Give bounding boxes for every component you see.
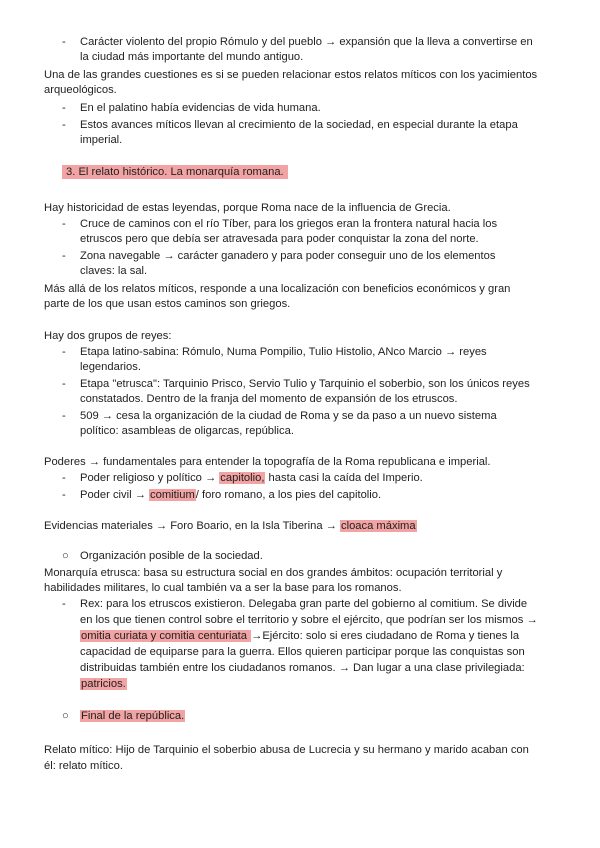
- text-span: Rex: para los etruscos existieron. Delegaba gran parte del gobierno al comitium. Se divide: [80, 598, 528, 610]
- text-line: [44, 759, 123, 774]
- text-line: [80, 677, 127, 692]
- bullet-marker: [62, 35, 66, 50]
- bullet-marker: [62, 101, 66, 116]
- highlighted-text: patricios.: [81, 678, 126, 690]
- text-line: [80, 409, 497, 424]
- text-span: constatados. Dentro de la franja del momento de expansión de los etruscos.: [80, 393, 458, 405]
- bullet-marker: [62, 345, 66, 360]
- text-span: Estos avances míticos llevan al crecimiento de la sociedad, en especial durante la etapa: [80, 119, 518, 131]
- text-span: -: [62, 250, 66, 262]
- text-span: Monarquía etrusca: basa su estructura social en dos grandes ámbitos: ocupación territorial y: [44, 567, 503, 579]
- text-line: [44, 455, 491, 470]
- text-span: Una de las grandes cuestiones es si se pueden relacionar estos relatos míticos con los yacimientos: [44, 69, 538, 81]
- text-line: [44, 68, 537, 83]
- text-line: [62, 165, 288, 180]
- text-line: [44, 282, 510, 297]
- text-span: Etapa "etrusca": Tarquinio Prisco, Servio Tulio y Tarquinio el soberbio, son los únicos reyes: [80, 378, 530, 390]
- text-line: [80, 232, 479, 247]
- text-span: Organización posible de la sociedad.: [80, 550, 263, 562]
- text-span: / foro romano, a los pies del capitolio.: [195, 489, 382, 501]
- text-line: [80, 360, 141, 375]
- text-line: [80, 377, 530, 392]
- text-span: legendarios.: [80, 361, 141, 373]
- text-span: Cruce de caminos con el río Tíber, para los griegos eran la frontera natural hacia los: [80, 218, 498, 230]
- bullet-marker: [62, 217, 66, 232]
- text-line: [80, 629, 519, 644]
- text-span: hasta casi la caída del Imperio.: [265, 472, 423, 484]
- text-span: -: [62, 102, 66, 114]
- text-span: -: [62, 489, 66, 501]
- text-line: [80, 709, 185, 724]
- text-line: [80, 133, 122, 148]
- text-span: -: [62, 218, 66, 230]
- highlighted-text: Final de la república.: [81, 710, 185, 722]
- text-span: -: [62, 378, 66, 390]
- bullet-marker: [62, 377, 66, 392]
- text-line: [44, 519, 417, 534]
- text-line: [44, 83, 117, 98]
- highlighted-text: cloaca máxima: [340, 520, 416, 532]
- text-span: él: relato mítico.: [44, 760, 123, 772]
- text-span: parte de los que usan estos caminos son griegos.: [44, 298, 291, 310]
- text-span: En el palatino había evidencias de vida humana.: [80, 102, 321, 114]
- text-span: Hay dos grupos de reyes:: [44, 330, 172, 342]
- text-line: [80, 424, 294, 439]
- text-span: etruscos pero que debía ser atravesada para poder conquistar la zona del norte.: [80, 233, 479, 245]
- text-span: en los que tienen control sobre el territorio y sobre el ejército, que podrían ser los mismos →: [80, 614, 538, 626]
- text-line: [80, 597, 527, 612]
- text-span: -: [62, 598, 66, 610]
- text-span: Poderes → fundamentales para entender la topografía de la Roma republicana e imperial.: [44, 456, 491, 468]
- text-span: -: [62, 346, 66, 358]
- text-line: [80, 50, 303, 65]
- text-line: [80, 249, 495, 264]
- text-span: claves: la sal.: [80, 265, 148, 277]
- text-span: -: [62, 410, 66, 422]
- bullet-marker: [62, 409, 66, 424]
- highlighted-text: comitium: [150, 489, 195, 501]
- text-span: Carácter violento del propio Rómulo y del pueblo → expansión que la lleva a convertirse en: [80, 36, 533, 48]
- text-span: arqueológicos.: [44, 84, 117, 96]
- text-span: Evidencias materiales → Foro Boario, en la Isla Tiberina →: [44, 520, 340, 532]
- text-line: [44, 329, 171, 344]
- text-span: 509 → cesa la organización de la ciudad de Roma y se da paso a un nuevo sistema: [80, 410, 497, 422]
- text-span: Hay historicidad de estas leyendas, porque Roma nace de la influencia de Grecia.: [44, 202, 451, 214]
- text-line: [44, 201, 451, 216]
- text-line: [44, 566, 502, 581]
- text-line: [80, 345, 487, 360]
- text-line: [80, 264, 147, 279]
- text-line: [80, 549, 263, 564]
- text-span: la ciudad más importante del mundo antiguo.: [80, 51, 304, 63]
- text-span: Etapa latino-sabina: Rómulo, Numa Pompilio, Tulio Histolio, ANco Marcio → reyes: [80, 346, 487, 358]
- bullet-marker: [62, 471, 66, 486]
- text-span: -: [62, 472, 66, 484]
- text-line: [80, 613, 538, 628]
- highlighted-text: 3. El relato histórico. La monarquía romana.: [62, 165, 288, 179]
- text-span: ○: [62, 710, 69, 722]
- text-span: distribuidas también entre los ciudadanos romanos. → Dan lugar a una clase privilegiada:: [80, 662, 525, 674]
- bullet-marker: [62, 249, 66, 264]
- text-span: habilidades militares, lo cual también va a ser la base para los romanos.: [44, 582, 402, 594]
- text-line: [44, 581, 402, 596]
- text-line: [80, 35, 533, 50]
- text-span: Zona navegable → carácter ganadero y para poder conseguir uno de los elementos: [80, 250, 496, 262]
- bullet-marker: [62, 488, 66, 503]
- text-span: Poder religioso y político →: [80, 472, 220, 484]
- bullet-marker: [62, 118, 66, 133]
- bullet-marker: [62, 549, 69, 564]
- text-line: [80, 101, 321, 116]
- text-line: [80, 392, 458, 407]
- text-line: [80, 217, 497, 232]
- text-line: [80, 471, 423, 486]
- text-span: político: asambleas de oligarcas, república.: [80, 425, 294, 437]
- text-span: -: [62, 119, 66, 131]
- text-span: Poder civil →: [80, 489, 150, 501]
- bullet-marker: [62, 597, 66, 612]
- highlighted-text: capitolio,: [220, 472, 265, 484]
- text-span: Relato mítico: Hijo de Tarquinio el soberbio abusa de Lucrecia y su hermano y marido acaban con: [44, 744, 529, 756]
- text-span: -: [62, 36, 66, 48]
- text-span: →Ejército: solo si eres ciudadano de Roma y tienes la: [251, 630, 520, 642]
- text-span: capacidad de equiparse para la guerra. Ellos quieren participar porque las conquistas son: [80, 646, 525, 658]
- text-span: Más allá de los relatos míticos, responde a una localización con beneficios económicos y gran: [44, 283, 511, 295]
- text-span: ○: [62, 550, 69, 562]
- bullet-marker: [62, 709, 69, 724]
- text-line: [80, 118, 518, 133]
- text-line: [80, 645, 525, 660]
- text-line: [44, 743, 529, 758]
- text-span: imperial.: [80, 134, 123, 146]
- text-line: [44, 297, 290, 312]
- text-line: [80, 488, 381, 503]
- text-line: [80, 661, 525, 676]
- highlighted-text: omitia curiata y comitia centuriata: [81, 630, 251, 642]
